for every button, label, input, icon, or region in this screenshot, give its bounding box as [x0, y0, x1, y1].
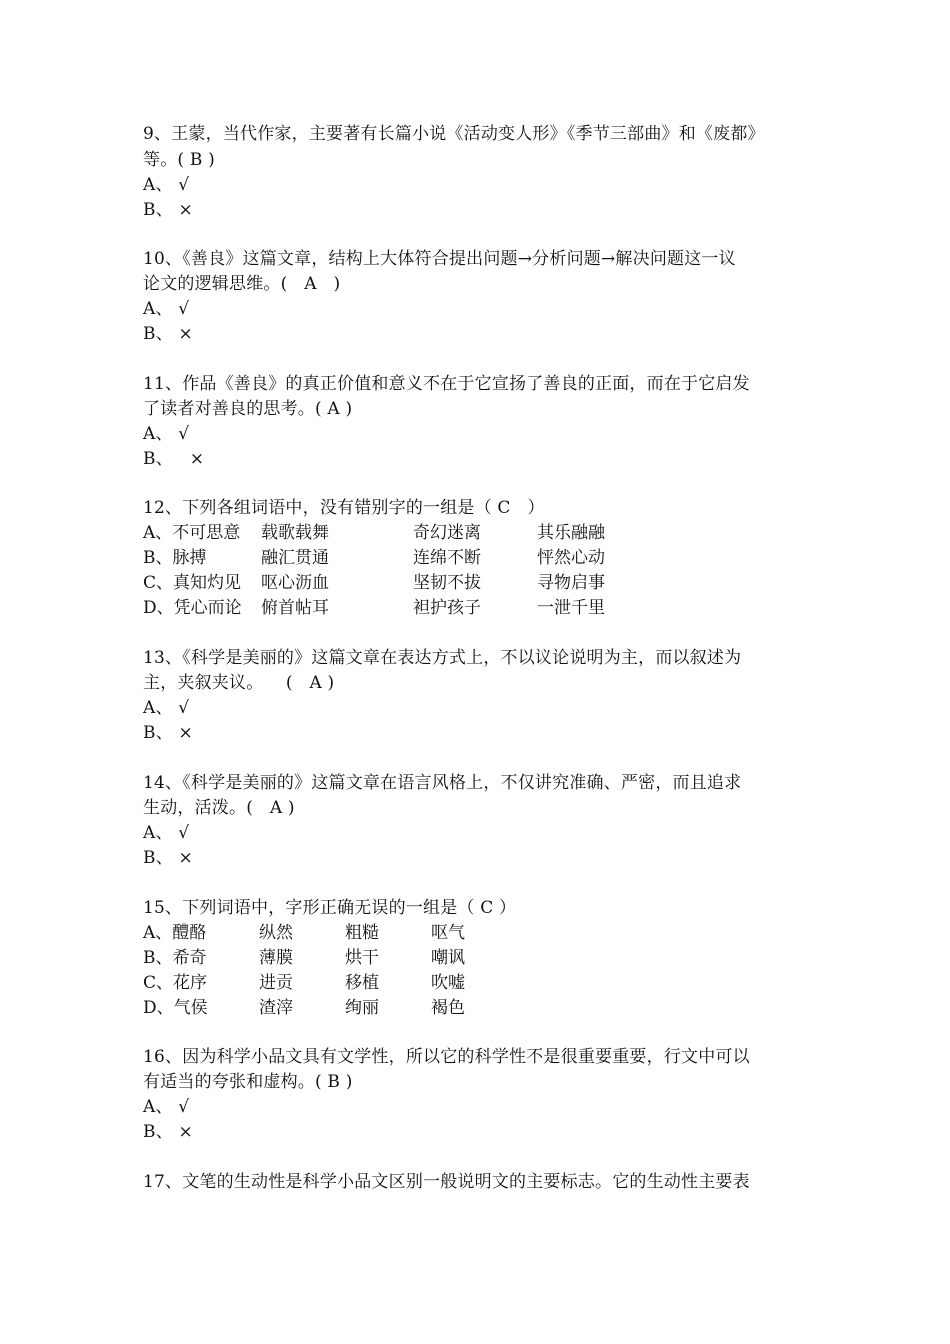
table-cell: 纵然 [259, 923, 293, 943]
question-10-line-2: 论文的逻辑思维。( A ) [143, 274, 341, 294]
table-cell: B、脉搏 [143, 548, 207, 568]
question-16-option-b: B、 × [143, 1122, 193, 1142]
question-11-option-b: B、 × [143, 449, 205, 469]
question-9-line-2: 等。( B ) [143, 150, 215, 170]
table-cell: D、气侯 [143, 998, 208, 1018]
question-11-line-1: 11、作品《善良》的真正价值和意义不在于它宣扬了善良的正面，而在于它启发 [143, 374, 750, 394]
question-9-line-1: 9、王蒙，当代作家，主要著有长篇小说《活动变人形》《季节三部曲》和《废都》 [143, 124, 765, 144]
question-14-line-1: 14、《科学是美丽的》这篇文章在语言风格上，不仅讲究准确、严密，而且追求 [143, 773, 742, 793]
table-cell: 呕心沥血 [261, 573, 329, 593]
question-16-line-1: 16、因为科学小品文具有文学性，所以它的科学性不是很重要重要，行文中可以 [143, 1047, 750, 1067]
table-cell: 奇幻迷离 [413, 523, 481, 543]
table-cell: C、真知灼见 [143, 573, 242, 593]
question-12-line-1: 12、下列各组词语中，没有错别字的一组是（ C ） [143, 498, 545, 518]
table-cell: 坚韧不拔 [413, 573, 481, 593]
table-cell: 袒护孩子 [413, 598, 481, 618]
question-9-option-b: B、 × [143, 200, 193, 220]
table-cell: 其乐融融 [537, 523, 605, 543]
table-cell: C、花序 [143, 973, 208, 993]
table-cell: 怦然心动 [537, 548, 605, 568]
question-17-line-1: 17、文笔的生动性是科学小品文区别一般说明文的主要标志。它的生动性主要表 [143, 1172, 750, 1192]
question-14-option-a: A、 √ [143, 823, 190, 843]
table-cell: 吹嘘 [431, 973, 465, 993]
table-cell: 褐色 [431, 998, 465, 1018]
question-10-line-1: 10、《善良》这篇文章，结构上大体符合提出问题→分析问题→解决问题这一议 [143, 249, 736, 269]
question-14-line-2: 生动，活泼。( A ) [143, 798, 295, 818]
table-cell: A、醴酪 [143, 923, 207, 943]
table-cell: D、凭心而论 [143, 598, 242, 618]
table-cell: 移植 [345, 973, 379, 993]
table-cell: B、希奇 [143, 948, 207, 968]
table-cell: 进贡 [259, 973, 293, 993]
table-cell: 渣滓 [259, 998, 293, 1018]
table-cell: 薄膜 [259, 948, 293, 968]
question-13-line-2: 主，夹叙夹议。 ( A ) [143, 673, 335, 693]
question-13-option-a: A、 √ [143, 698, 190, 718]
table-cell: 呕气 [431, 923, 465, 943]
question-15-line-1: 15、下列词语中，字形正确无误的一组是（ C ） [143, 898, 517, 918]
question-9-option-a: A、 √ [143, 175, 190, 195]
question-11-line-2: 了读者对善良的思考。( A ) [143, 399, 353, 419]
question-13-option-b: B、 × [143, 723, 193, 743]
question-13-line-1: 13、《科学是美丽的》这篇文章在表达方式上，不以议论说明为主，而以叙述为 [143, 648, 742, 668]
table-cell: 烘干 [345, 948, 379, 968]
table-cell: 载歌载舞 [261, 523, 329, 543]
table-cell: 寻物启事 [537, 573, 605, 593]
table-cell: 融汇贯通 [261, 548, 329, 568]
table-cell: 一泄千里 [537, 598, 605, 618]
table-cell: 连绵不断 [413, 548, 481, 568]
question-14-option-b: B、 × [143, 848, 193, 868]
question-16-line-2: 有适当的夸张和虚构。( B ) [143, 1072, 353, 1092]
question-10-option-b: B、 × [143, 324, 193, 344]
table-cell: 俯首帖耳 [261, 598, 329, 618]
question-16-option-a: A、 √ [143, 1097, 190, 1117]
question-11-option-a: A、 √ [143, 424, 190, 444]
table-cell: 绚丽 [345, 998, 379, 1018]
question-10-option-a: A、 √ [143, 299, 190, 319]
table-cell: 粗糙 [345, 923, 379, 943]
table-cell: 嘲讽 [431, 948, 465, 968]
table-cell: A、不可思意 [143, 523, 241, 543]
